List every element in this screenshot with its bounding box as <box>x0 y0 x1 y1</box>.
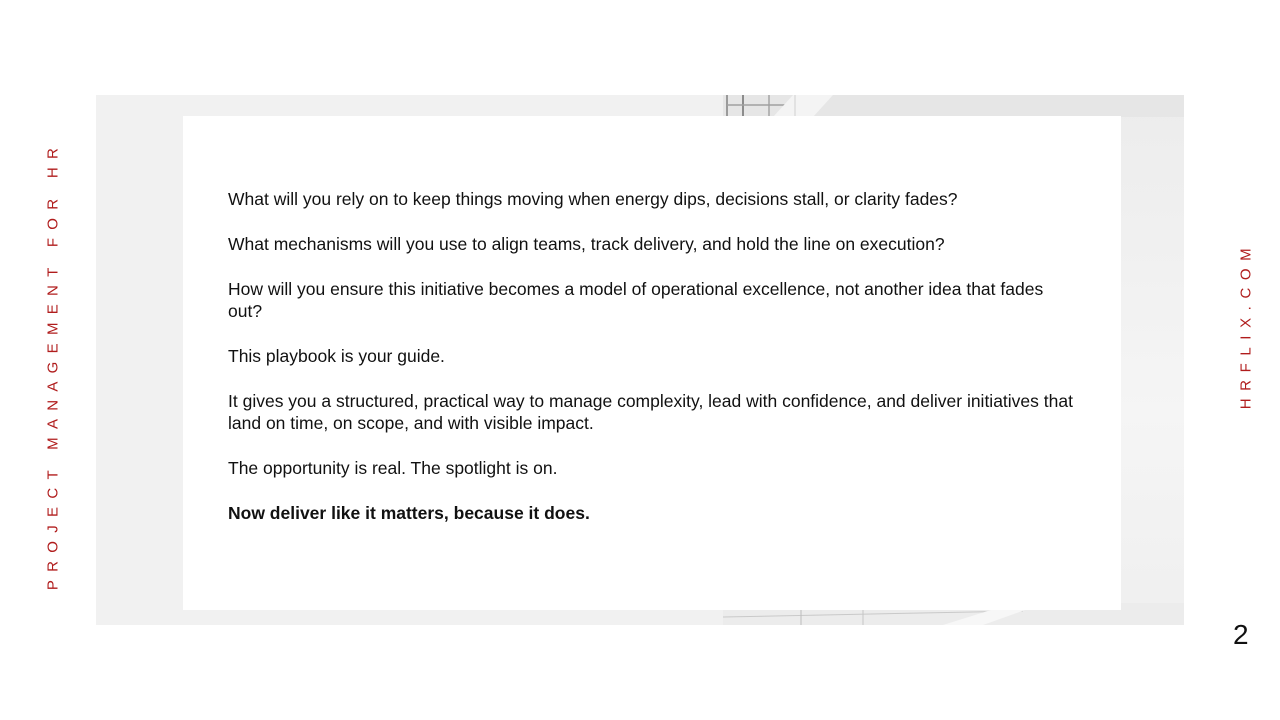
content-card <box>183 116 1121 610</box>
sidebar-site-right: HRFLIX.COM <box>1237 240 1255 410</box>
paragraph-5: It gives you a structured, practical way to manage complexity, lead with confidence, and deliver initiatives that land on time, on scope, and with visible impact. <box>228 391 1073 433</box>
paragraph-3: How will you ensure this initiative becomes a model of operational excellence, not another idea that fades out? <box>228 279 1044 321</box>
paragraph-6: The opportunity is real. The spotlight is on. <box>228 458 558 478</box>
body-text <box>228 188 1078 547</box>
page-number: 2 <box>1233 619 1249 650</box>
paragraph-1: What will you rely on to keep things moving when energy dips, decisions stall, or clarity fades? <box>228 189 958 209</box>
paragraph-4: This playbook is your guide. <box>228 346 445 366</box>
sidebar-title-left: PROJECT MANAGEMENT FOR HR <box>44 139 62 591</box>
paragraph-2: What mechanisms will you use to align teams, track delivery, and hold the line on execution? <box>228 234 945 254</box>
closing-statement: Now deliver like it matters, because it does. <box>228 503 590 523</box>
